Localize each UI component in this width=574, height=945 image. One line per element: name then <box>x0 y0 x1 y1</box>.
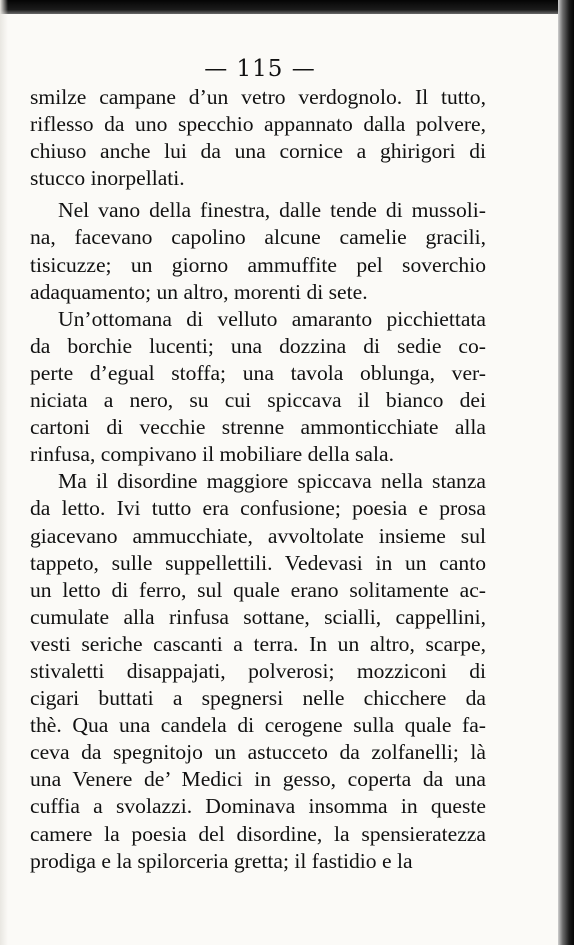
text-line: cuffia a svolazzi. Dominava insomma in queste <box>30 794 486 819</box>
page-number: — 115 — <box>204 56 316 82</box>
text-line: tisicuzze; un giorno ammuffite pel soverchio <box>30 252 486 277</box>
text-line: stucco inorpellati. <box>30 166 185 191</box>
text-line: un letto di ferro, sul quale erano solitamente ac- <box>30 577 486 602</box>
text-line: chiuso anche lui da una cornice a ghirigori di <box>30 139 486 164</box>
text-line: cumulate alla rinfusa sottane, scialli, cappellini, <box>30 604 486 629</box>
text-line: da borchie lucenti; una dozzina di sedie co- <box>30 333 486 358</box>
scan-border-right <box>558 0 574 945</box>
text-line: camere la poesia del disordine, la spensieratezza <box>30 821 486 846</box>
text-line: Un’ottomana di velluto amaranto picchiettata <box>58 306 486 331</box>
text-line: giacevano ammucchiate, avvoltolate insieme sul <box>30 523 486 548</box>
text-line: na, facevano capolino alcune camelie gracili, <box>30 225 486 250</box>
text-line: ceva da spegnitojo un astucceto da zolfanelli; là <box>30 740 486 765</box>
text-line: vesti seriche cascanti a terra. In un altro, scarpe, <box>30 631 486 656</box>
text-line: tappeto, sulle suppellettili. Vedevasi in un canto <box>30 550 486 575</box>
page-gutter-shade <box>0 0 8 945</box>
text-line: Nel vano della finestra, dalle tende di mussoli- <box>58 198 486 223</box>
text-line: niciata a nero, su cui spiccava il bianco dei <box>30 388 486 413</box>
text-line: cigari buttati a spegnersi nelle chicchere da <box>30 686 486 711</box>
text-line: una Venere de’ Medici in gesso, coperta da una <box>30 767 486 792</box>
text-line: adaquamento; un altro, morenti di sete. <box>30 279 368 304</box>
text-line: rinfusa, compivano il mobiliare della sala. <box>30 442 394 467</box>
body-text <box>30 84 486 875</box>
text-line: cartoni di vecchie strenne ammonticchiate alla <box>30 415 486 440</box>
scan-border-top <box>0 0 574 14</box>
text-line: thè. Qua una candela di cerogene sulla quale fa- <box>30 713 486 738</box>
text-line: smilze campane d’un vetro verdognolo. Il tutto, <box>30 85 486 109</box>
text-line: prodiga e la spilorceria gretta; il fastidio e la <box>30 848 413 873</box>
text-line: riflesso da uno specchio appannato dalla polvere, <box>30 112 486 137</box>
text-line: stivaletti disappajati, polverosi; mozziconi di <box>30 658 486 683</box>
text-line: Ma il disordine maggiore spiccava nella stanza <box>58 469 486 494</box>
text-line: perte d’egual stoffa; una tavola oblunga, ver- <box>30 360 486 385</box>
text-line: da letto. Ivi tutto era confusione; poesia e prosa <box>30 496 486 521</box>
